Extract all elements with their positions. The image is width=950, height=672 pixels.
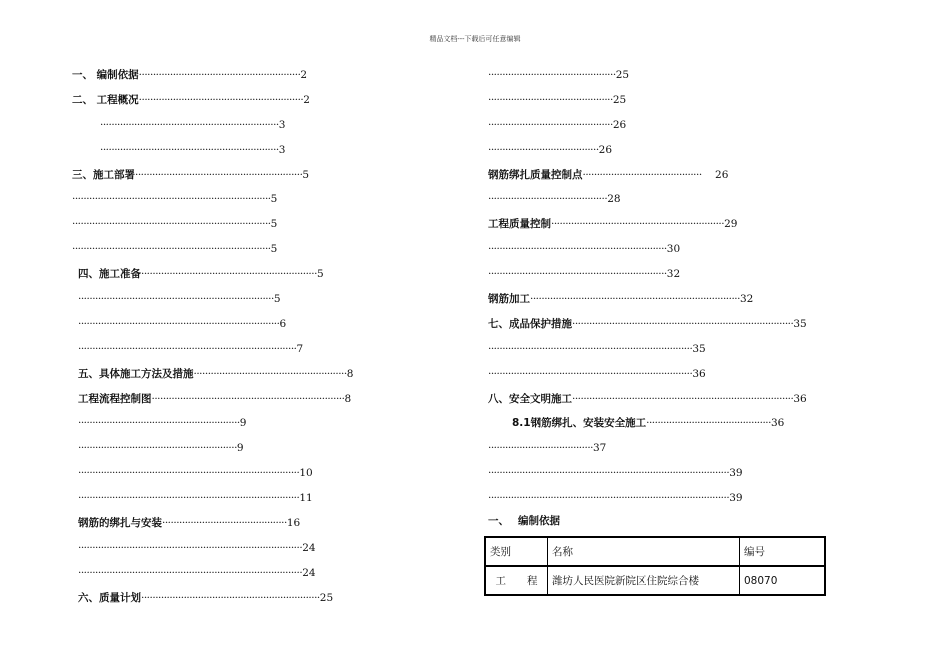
toc-leader-dots: ·····················································································: [488, 492, 730, 505]
toc-leader-dots: ···············································································: [78, 541, 303, 554]
toc-line: [72, 138, 402, 163]
toc-page-number: 24: [302, 566, 316, 579]
section-heading: [488, 513, 560, 528]
toc-page-number: 37: [593, 442, 607, 455]
toc-page-number: 16: [286, 517, 301, 530]
toc-page-number: 5: [302, 168, 310, 181]
toc-leader-dots: ·······························································: [100, 143, 279, 156]
toc-line: [72, 287, 402, 312]
toc-leader-dots: ·····························································: [551, 218, 725, 231]
toc-leader-dots: ·······························································: [488, 268, 667, 281]
toc-page-number: 35: [793, 317, 807, 330]
toc-page-number: 24: [302, 541, 316, 554]
toc-leader-dots: ·······································: [488, 143, 599, 156]
table-header-row: [485, 537, 825, 566]
toc-line: [72, 163, 402, 188]
toc-leader-dots: ··························································: [138, 93, 304, 106]
toc-leader-dots: ··············································································: [78, 467, 300, 480]
toc-page-number: 30: [666, 243, 681, 256]
toc-entry-title: 三、施工部署: [72, 168, 135, 181]
toc-leader-dots: ··············································································: [572, 392, 794, 405]
toc-page-number: 26: [612, 118, 627, 131]
toc-leader-dots: ··············································································: [572, 317, 794, 330]
toc-page-number: 35: [692, 342, 706, 355]
toc-page-number: 9: [236, 442, 244, 455]
table-header-cell: 类别: [485, 537, 548, 566]
table-cell: 08070: [740, 566, 826, 595]
toc-leader-dots: ···············································································: [78, 566, 303, 579]
toc-line: [488, 411, 828, 436]
toc-entry-title: 四、施工准备: [78, 268, 141, 281]
toc-line: [488, 287, 828, 312]
toc-line: [72, 362, 402, 387]
toc-page-number: 3: [278, 143, 286, 156]
toc-leader-dots: ··············································································: [78, 492, 300, 505]
toc-line: [488, 362, 828, 387]
toc-line: [72, 337, 402, 362]
toc-line: [72, 486, 402, 511]
toc-page-number: 5: [316, 268, 324, 281]
toc-leader-dots: ············································: [488, 118, 613, 131]
toc-page-number: 25: [612, 93, 627, 106]
toc-leader-dots: ·······························································: [141, 591, 320, 604]
table-row: [485, 566, 825, 595]
toc-leader-dots: ········································································: [488, 342, 693, 355]
toc-page-number: 39: [729, 492, 743, 505]
toc-line: [488, 212, 828, 237]
toc-page-number: 36: [692, 367, 706, 380]
toc-line: [72, 511, 402, 536]
toc-leader-dots: ·························································: [138, 69, 301, 81]
toc-leader-dots: ············································: [646, 417, 771, 430]
toc-leader-dots: ············································: [488, 93, 613, 106]
toc-entry-title: 一、 编制依据: [72, 69, 139, 81]
toc-entry-title: 钢筋加工: [488, 293, 530, 306]
toc-leader-dots: ······································································: [72, 218, 271, 231]
toc-leader-dots: ····································································: [151, 392, 345, 405]
toc-page-number: 8: [346, 367, 354, 380]
toc-entry-title: 七、成品保护措施: [488, 317, 572, 330]
toc-line: [488, 163, 828, 188]
toc-line: [72, 586, 402, 611]
toc-line: [488, 387, 828, 412]
toc-line: [72, 262, 402, 287]
toc-page-number: 11: [299, 492, 313, 505]
toc-line: [72, 88, 402, 113]
toc-line: [488, 187, 828, 212]
toc-line: [72, 63, 402, 88]
toc-line: [72, 237, 402, 262]
toc-entry-title: 二、 工程概况: [72, 93, 139, 106]
toc-line: [72, 411, 402, 436]
toc-page-number: 10: [299, 467, 313, 480]
toc-page-number: 26: [701, 168, 729, 181]
toc-page-number: 7: [296, 342, 304, 355]
toc-line: [488, 113, 828, 138]
toc-leader-dots: ·························································: [78, 417, 240, 430]
toc-leader-dots: ·······································································: [78, 317, 280, 330]
page-header: 精品文档---下载后可任意编辑: [429, 35, 521, 43]
toc-page-number: 9: [239, 417, 247, 430]
toc-line: [488, 88, 828, 113]
toc-entry-title: 钢筋绑扎质量控制点: [488, 168, 583, 181]
toc-leader-dots: ··········································: [488, 193, 608, 206]
toc-page-number: 6: [279, 317, 287, 330]
toc-leader-dots: ·····································: [488, 442, 593, 455]
toc-leader-dots: ·······························································: [488, 243, 667, 256]
toc-line: [72, 312, 402, 337]
toc-line: [72, 187, 402, 212]
toc-line: [488, 461, 828, 486]
toc-line: [72, 212, 402, 237]
toc-page-number: 28: [607, 193, 621, 206]
toc-page-number: 3: [278, 118, 286, 131]
section-number: 一、: [488, 515, 509, 527]
toc-page-number: 5: [273, 293, 281, 306]
table-header-cell: 编号: [740, 537, 826, 566]
toc-line: [488, 237, 828, 262]
toc-line: [72, 113, 402, 138]
toc-leader-dots: ·············································: [488, 69, 616, 81]
toc-page-number: 32: [740, 293, 754, 306]
table-header-cell: 名称: [548, 537, 740, 566]
toc-leader-dots: ······················································: [193, 367, 347, 380]
toc-entry-title: 8.1钢筋绑扎、安装安全施工: [512, 417, 647, 430]
toc-leader-dots: ······································································: [72, 193, 271, 206]
toc-line: [72, 561, 402, 586]
toc-page-number: 2: [300, 69, 308, 81]
toc-leader-dots: ·····················································································: [488, 467, 730, 480]
toc-page-number: 39: [729, 467, 743, 480]
toc-entry-title: 工程流程控制图: [78, 392, 152, 405]
toc-page-number: 36: [793, 392, 807, 405]
toc-leader-dots: ·······························································: [100, 118, 279, 131]
toc-page-number: 5: [270, 193, 278, 206]
toc-line: [72, 536, 402, 561]
toc-line: [488, 486, 828, 511]
toc-leader-dots: ··········································································: [530, 293, 740, 306]
toc-page-number: 25: [319, 591, 334, 604]
toc-entry-title: 钢筋的绑扎与安装: [78, 517, 162, 530]
toc-line: [488, 63, 828, 88]
toc-left-column: [72, 63, 402, 611]
toc-page-number: 26: [598, 143, 613, 156]
toc-line: [488, 436, 828, 461]
toc-right-column: [488, 63, 828, 511]
toc-page-number: 2: [303, 93, 310, 106]
toc-line: [488, 138, 828, 163]
project-info-table: [484, 536, 826, 596]
table-cell: 潍坊人民医院新院区住院综合楼: [548, 566, 740, 595]
toc-entry-title: 八、安全文明施工: [488, 392, 572, 405]
toc-entry-title: 工程质量控制: [488, 218, 551, 231]
toc-leader-dots: ········································································: [488, 367, 693, 380]
toc-leader-dots: ······································································: [72, 243, 271, 256]
toc-line: [488, 337, 828, 362]
toc-page-number: 5: [270, 218, 278, 231]
toc-leader-dots: ·····································································: [78, 293, 274, 306]
toc-leader-dots: ··········································: [582, 168, 702, 181]
toc-page-number: 5: [270, 243, 278, 256]
toc-page-number: 25: [615, 69, 630, 81]
toc-line: [72, 387, 402, 412]
toc-page-number: 8: [344, 392, 352, 405]
toc-line: [72, 461, 402, 486]
toc-leader-dots: ············································: [162, 517, 287, 530]
toc-entry-title: 六、质量计划: [78, 591, 141, 604]
toc-line: [488, 262, 828, 287]
toc-entry-title: 五、具体施工方法及措施: [78, 367, 194, 380]
toc-leader-dots: ······························································: [141, 268, 317, 281]
table-cell: 工 程: [485, 566, 548, 595]
toc-leader-dots: ························································: [78, 442, 237, 455]
toc-page-number: 36: [770, 417, 785, 430]
toc-leader-dots: ·············································································: [78, 342, 297, 355]
toc-line: [72, 436, 402, 461]
toc-page-number: 32: [666, 268, 681, 281]
section-text: 编制依据: [518, 515, 560, 527]
toc-leader-dots: ···························································: [135, 168, 303, 181]
toc-line: [488, 312, 828, 337]
toc-page-number: 29: [724, 218, 738, 231]
